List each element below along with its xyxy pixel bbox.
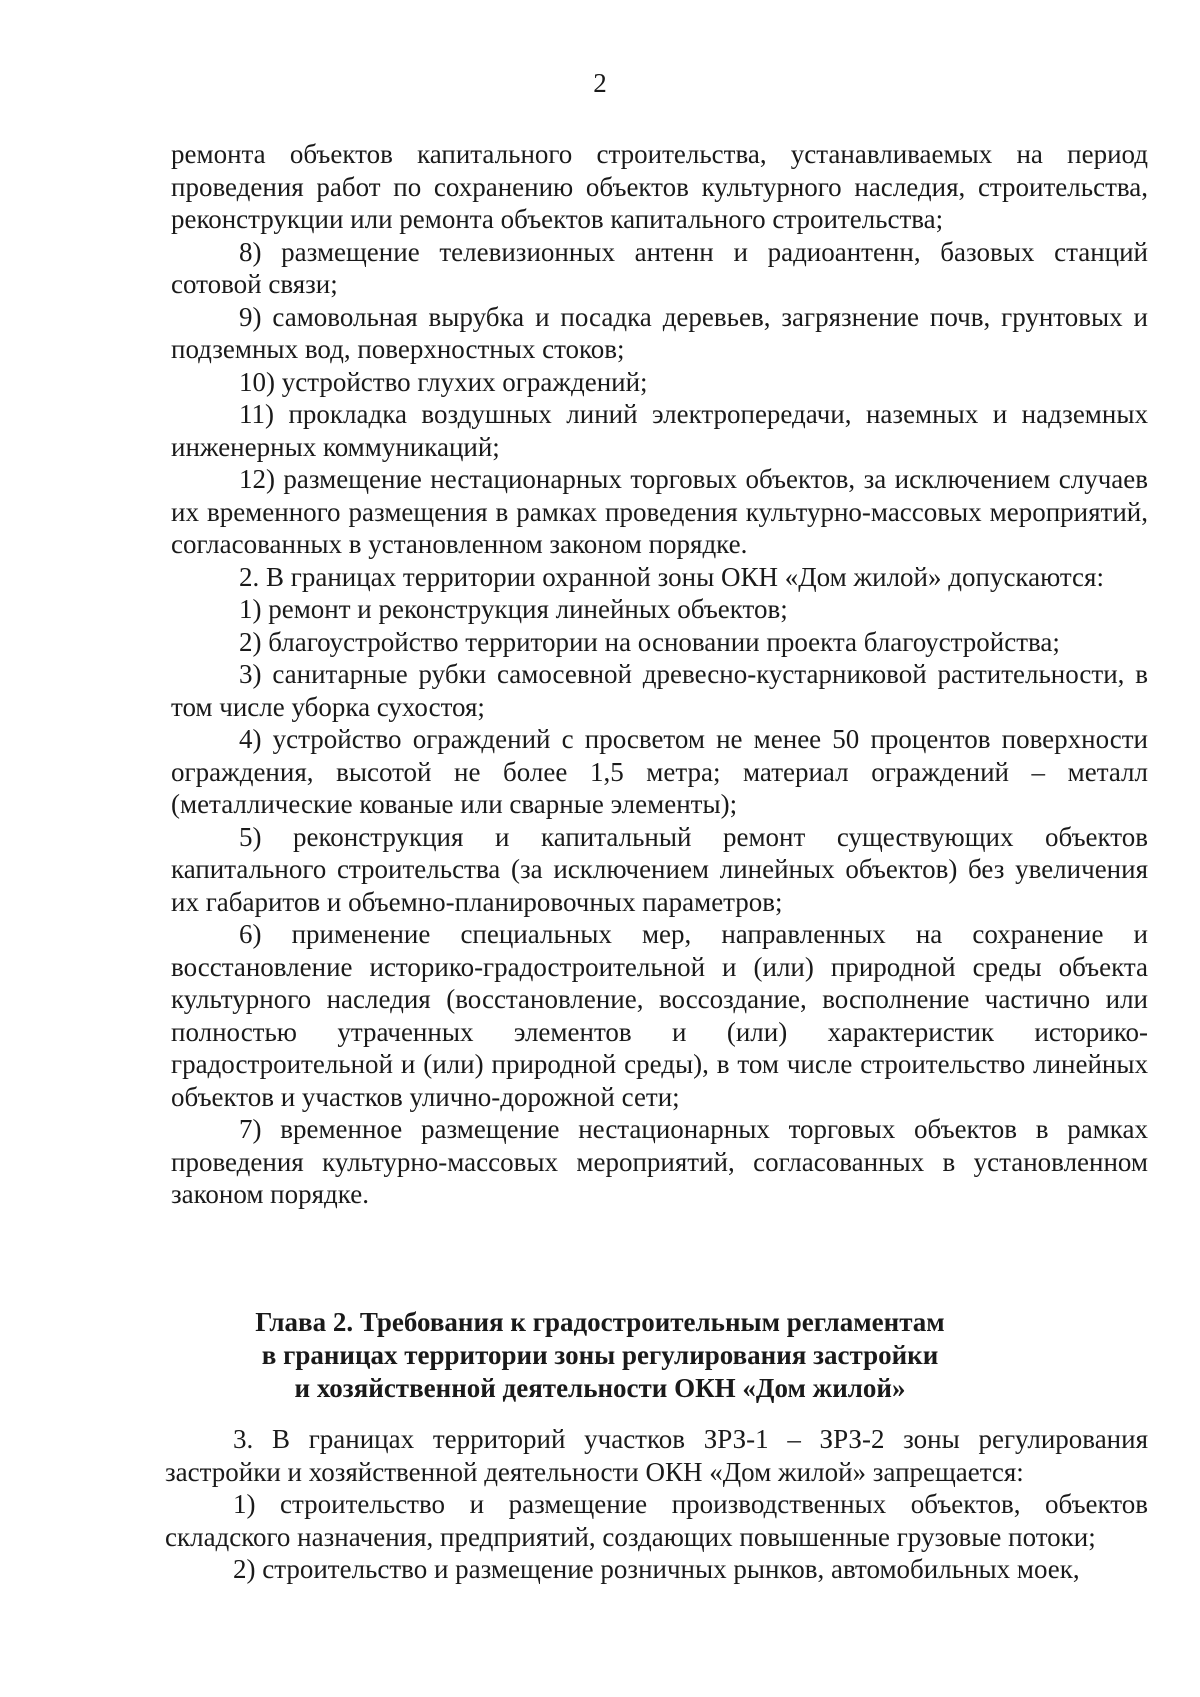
prohibited-item-1: 1) строительство и размещение производственных объектов, объектов складского назначения, предприятий, создающих повышенные грузовые потоки; [165,1489,1148,1552]
chapter-heading-line: в границах территории зоны регулирования застройки [261,1340,939,1370]
allowed-item-1: 1) ремонт и реконструкция линейных объектов; [239,594,788,624]
paragraph-continuation: ремонта объектов капитального строительства, устанавливаемых на период проведения работ по сохранению объектов культурного наследия, строительства, реконструкции или ремонта объектов капитального строительства; [171,139,1148,234]
text-block-restrictions [171,138,1148,1211]
list-item-11: 11) прокладка воздушных линий электропередачи, наземных и надземных инженерных коммуникаций; [171,399,1148,462]
chapter-heading-line: Глава 2. Требования к градостроительным регламентам [255,1307,945,1337]
chapter-heading-line: и хозяйственной деятельности ОКН «Дом жилой» [294,1373,906,1403]
list-item-8: 8) размещение телевизионных антенн и радиоантенн, базовых станций сотовой связи; [171,236,1148,299]
allowed-item-2: 2) благоустройство территории на основании проекта благоустройства; [239,626,1060,657]
clause-3: 3. В границах территорий участков ЗРЗ-1 – ЗРЗ-2 зоны регулирования застройки и хозяйственной деятельности ОКН «Дом жилой» запрещается: [165,1424,1148,1487]
list-item-10: 10) устройство глухих ограждений; [239,366,648,397]
clause-2: 2. В границах территории охранной зоны ОКН «Дом жилой» допускаются: [239,561,1104,592]
allowed-item-7: 7) временное размещение нестационарных торговых объектов в рамках проведения культурно-массовых мероприятий, согласованных в установленном законом порядке. [171,1114,1148,1209]
page-number: 2 [593,68,607,98]
allowed-item-4: 4) устройство ограждений с просветом не менее 50 процентов поверхности ограждения, высотой не более 1,5 метра; материал ограждений – металл (металлические кованые или сварные элементы); [171,724,1148,819]
allowed-item-6: 6) применение специальных мер, направленных на сохранение и восстановление историко-градостроительной и (или) природной среды объекта культурного наследия (восстановление, воссоздание, восполнение частично или полностью утраченных элементов и (или) характеристик историко-градостроительной и (или) природной среды), в том числе строительство линейных объектов и участков улично-дорожной сети; [171,919,1148,1112]
allowed-item-5: 5) реконструкция и капитальный ремонт существующих объектов капитального строительства (за исключением линейных объектов) без увеличения их габаритов и объемно-планировочных параметров; [171,821,1148,917]
prohibited-item-2: 2) строительство и размещение розничных рынков, автомобильных моек, [233,1554,1080,1584]
allowed-item-3: 3) санитарные рубки самосевной древесно-кустарниковой растительности, в том числе уборка сухостоя; [171,659,1148,722]
list-item-12: 12) размещение нестационарных торговых объектов, за исключением случаев их временного размещения в рамках проведения культурно-массовых мероприятий, согласованных в установленном законом порядке. [171,464,1148,559]
chapter-heading [0,1306,1200,1405]
list-item-9: 9) самовольная вырубка и посадка деревьев, загрязнение почв, грунтовых и подземных вод, поверхностных стоков; [171,301,1148,364]
text-block-zone-regulation [165,1423,1148,1586]
